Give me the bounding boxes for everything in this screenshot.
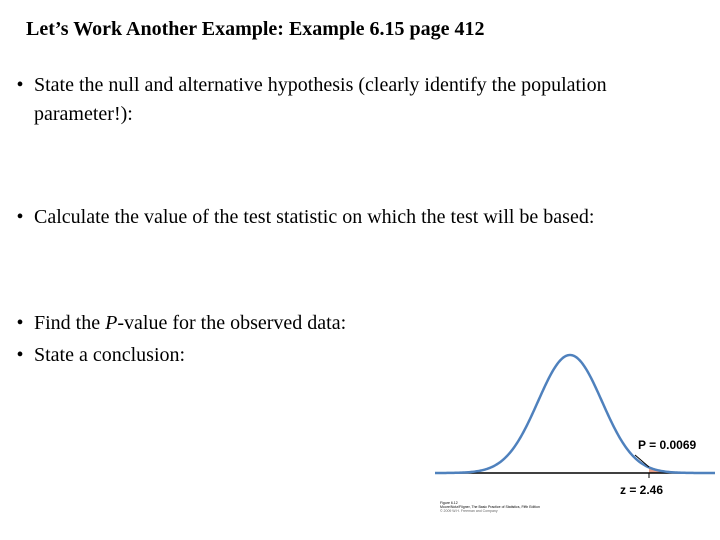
figure-caption-3: © 2009 W.H. Freeman and Company [440, 509, 498, 513]
normal-curve-svg [430, 345, 720, 520]
bullet-text-suffix: -value for the observed data: [117, 312, 347, 334]
bullet-text-prefix: Find the [34, 312, 106, 334]
normal-curve-figure [430, 345, 720, 520]
bullet-marker: • [16, 312, 24, 334]
bullet-marker: • [16, 344, 24, 366]
bullet-hypothesis [6, 71, 706, 129]
slide-title: Let’s Work Another Example: Example 6.15 page 412 [26, 18, 485, 40]
bullet-text: State the null and alternative hypothesis (clearly identify the population parameter!): [34, 74, 607, 125]
bullet-text: Calculate the value of the test statistic on which the test will be based: [34, 206, 595, 228]
p-italic: P [105, 312, 118, 334]
figure-caption-2: Moore/Notz/Fligner, The Basic Practice of Statistics, Fifth Edition [440, 505, 540, 509]
bullet-p-value [6, 309, 706, 338]
bullet-text: State a conclusion: [34, 344, 186, 366]
bullet-marker: • [16, 74, 24, 96]
bullet-text [34, 309, 706, 338]
figure-caption-1: Figure 6.12 [440, 501, 458, 505]
p-value-label: P = 0.0069 [638, 438, 697, 452]
bullet-test-statistic [6, 203, 706, 232]
z-value-label: z = 2.46 [620, 483, 664, 497]
bullet-marker: • [16, 206, 24, 228]
normal-curve-line [435, 355, 715, 473]
